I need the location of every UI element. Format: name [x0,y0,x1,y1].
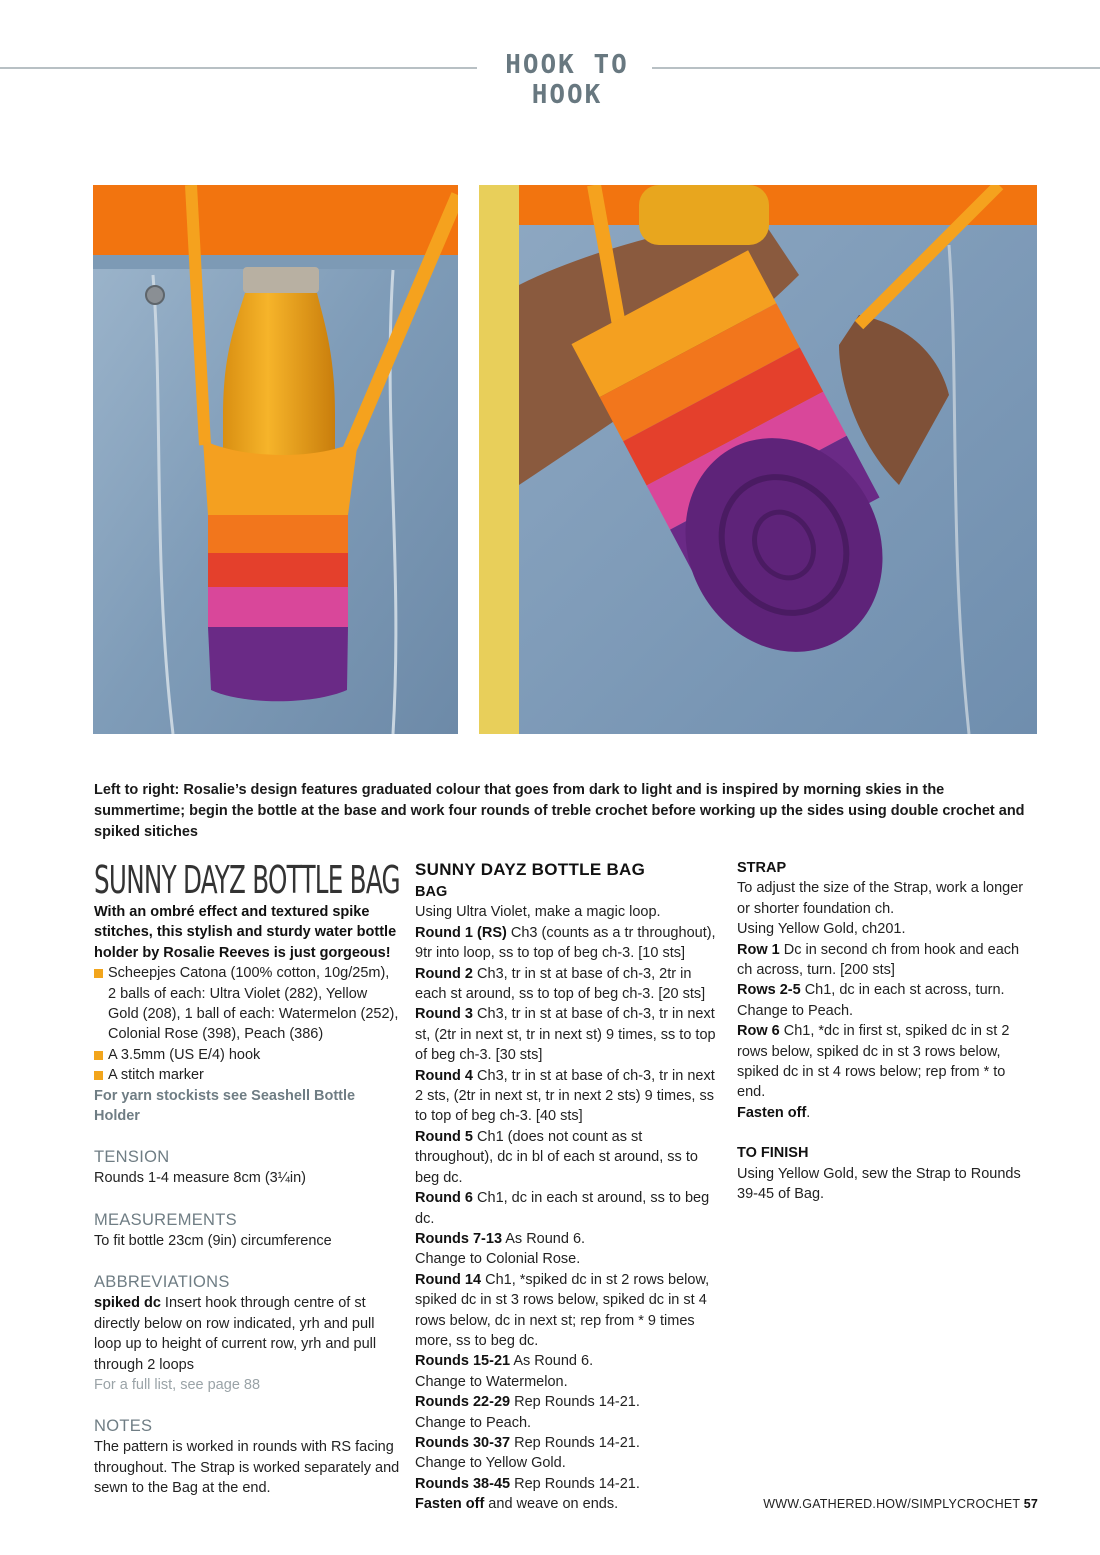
bag-line [415,1249,721,1269]
footer-url: WWW.GATHERED.HOW/SIMPLYCROCHET [763,1497,1020,1511]
bag-line-text: and weave on ends. [484,1496,619,1513]
bag-line-label: Rounds 22-29 [415,1394,511,1411]
footer [763,1497,1038,1511]
bag-line-text: As Round 6. [510,1353,594,1370]
bag-line [415,964,721,1005]
measurements-heading: MEASUREMENTS [94,1210,237,1229]
photo-left [93,185,458,734]
abbreviation-definition: Insert hook through centre of st directly below on row indicated, yrh and pull loop up to height of current row, yrh and pull through 2 loops [94,1295,377,1373]
bag-line [415,1433,721,1453]
bag-line [415,1127,721,1188]
bag-line-label: Round 5 [415,1128,473,1145]
finish-heading: TO FINISH [737,1145,809,1162]
bag-line-text: Rep Rounds 14-21. [510,1394,640,1411]
bag-line-text: Change to Yellow Gold. [415,1455,566,1472]
bag-line-text: Rep Rounds 14-21. [510,1475,640,1492]
bag-line [415,1494,721,1514]
bag-line-text: Using Ultra Violet, make a magic loop. [415,904,661,921]
bag-line [415,1372,721,1392]
strap-line [737,919,1037,939]
bag-line-label: Rounds 7-13 [415,1230,503,1247]
bag-line-label: Round 14 [415,1271,482,1288]
header-rule-right [652,67,1100,69]
strap-line-text: Change to Peach. [737,1002,854,1019]
strap-line [737,980,1037,1000]
tension-text: Rounds 1-4 measure 8cm (3¼in) [94,1170,306,1187]
bag-line-text: Ch3, tr in st at base of ch-3, tr in next st, (2tr in next st, tr in next st) 9 times, ss to top of beg ch-3. [30 sts] [415,1006,716,1064]
bag-line-text: Ch3, tr in st at base of ch-3, 2tr in each st around, ss to top of beg ch-3. [20 sts] [415,965,706,1003]
column-intro [94,858,400,1499]
bag-line-label: Fasten off [415,1496,485,1513]
strap-line [737,1001,1037,1021]
bag-line [415,1270,721,1352]
measurements-text: To fit bottle 23cm (9in) circumference [94,1232,332,1249]
bag-line-text: Ch3, tr in st at base of ch-3, tr in next 2 sts, (2tr in next st, tr in next 2 sts) 9 times, ss to top of beg ch-3. [40 sts] [415,1067,715,1125]
finish-text: Using Yellow Gold, sew the Strap to Rounds 39-45 of Bag. [737,1165,1021,1203]
strap-line-label: Row 6 [737,1023,780,1040]
bag-line [415,1188,721,1229]
bag-line-label: Rounds 15-21 [415,1353,511,1370]
bag-line-label: Rounds 30-37 [415,1434,511,1451]
bag-line-text: Rep Rounds 14-21. [510,1434,640,1451]
bag-line-text: Ch3 (counts as a tr throughout), 9tr into loop, ss to top of beg ch-3. [10 sts] [415,924,716,962]
strap-line-text: Dc in second ch from hook and each ch across, turn. [200 sts] [737,941,1020,979]
bag-line-label: Round 6 [415,1190,473,1207]
strap-line-text: To adjust the size of the Strap, work a longer or shorter foundation ch. [737,880,1024,917]
page-number: 57 [1023,1497,1038,1511]
abbreviations-page-ref: For a full list, see page 88 [94,1376,261,1393]
header-rule-left [0,67,477,69]
bag-line-text: Change to Watermelon. [415,1373,568,1390]
bag-line-text: Ch1, dc in each st around, ss to beg dc. [415,1190,710,1227]
photo-right-illustration [479,185,1037,734]
bag-line [415,1066,721,1127]
strap-line-text: Ch1, *dc in first st, spiked dc in st 2 rows below, spiked dc in st 3 rows below, spiked dc in st 4 rows below; rep from * to end. [737,1023,1010,1101]
abbreviation-term: spiked dc [94,1295,161,1312]
bag-line [415,1392,721,1412]
materials-list [94,963,400,1085]
strap-instructions [737,878,1037,1123]
bag-heading: BAG [415,884,448,900]
notes-heading: NOTES [94,1417,153,1436]
photo-right [479,185,1037,734]
bag-line-text: As Round 6. [502,1230,586,1247]
tension-heading: TENSION [94,1148,170,1167]
bag-line-label: Round 2 [415,965,473,982]
bag-line [415,1453,721,1473]
strap-line [737,1021,1037,1103]
bag-line-label: Round 1 (RS) [415,924,507,941]
bag-line [415,1351,721,1371]
section-title: HOOK TO HOOK [505,50,629,110]
strap-line-label: Rows 2-5 [737,982,801,999]
column-bag-pattern [415,858,721,1515]
abbreviations-heading: ABBREVIATIONS [94,1273,230,1292]
bag-line-label: Round 4 [415,1067,473,1084]
strap-line-label: Row 1 [737,941,780,958]
bag-line-label: Rounds 38-45 [415,1475,511,1492]
abbreviation-entry [94,1293,400,1375]
bag-line-text: Change to Colonial Rose. [415,1251,581,1268]
bag-line-text: Ch1, *spiked dc in st 2 rows below, spiked dc in st 3 rows below, spiked dc in st 4 rows below, dc in next st; rep from * 9 times more, ss to beg dc. [415,1271,710,1349]
column-strap-finish [737,858,1037,1205]
bag-line [415,902,721,922]
bag-line-label: Round 3 [415,1006,473,1023]
stockists-note: For yarn stockists see Seashell Bottle Holder [94,1087,356,1125]
strap-line-label: Fasten off [737,1104,807,1121]
materials-item-marker: A stitch marker [94,1065,400,1085]
materials-item-yarn: Scheepjes Catona (100% cotton, 10g/25m), 2 balls of each: Ultra Violet (282), Yellow Gold (208), 1 ball of each: Watermelon (252), Colonial Rose (398), Peach (386) [94,963,400,1045]
strap-line [737,878,1037,919]
bag-line-text: Ch1 (does not count as st throughout), dc in bl of each st around, ss to beg dc. [415,1128,698,1186]
bag-line [415,1413,721,1433]
photo-left-illustration [93,185,458,734]
bag-line [415,1229,721,1249]
bag-line [415,1004,721,1065]
strap-heading: STRAP [737,860,787,876]
pattern-subtitle: SUNNY DAYZ BOTTLE BAG [415,860,646,879]
strap-line-text: Ch1, dc in each st across, turn. [800,982,1005,999]
intro-text: With an ombré effect and textured spike stitches, this stylish and sturdy water bottle holder by Rosalie Reeves is just gorgeous! [94,904,397,961]
bag-line-text: Change to Peach. [415,1414,532,1431]
strap-line-text: Using Yellow Gold, ch201. [737,921,906,938]
pattern-title: SUNNY DAYZ BOTTLE BAG [94,858,400,902]
strap-line [737,1103,1037,1123]
strap-line [737,940,1037,981]
bag-line [415,1474,721,1494]
materials-item-hook: A 3.5mm (US E/4) hook [94,1045,400,1065]
bag-line [415,923,721,964]
notes-text: The pattern is worked in rounds with RS facing throughout. The Strap is worked separately and sewn to the Bag at the end. [94,1439,400,1497]
bag-instructions [415,902,721,1514]
photo-caption: Left to right: Rosalie’s design features graduated colour that goes from dark to light and is inspired by morning skies in the summertime; begin the bottle at the base and work four rounds of treble crochet before working up the sides using double crochet and spiked sitiches [94,782,1025,840]
strap-line-text: . [806,1104,811,1121]
